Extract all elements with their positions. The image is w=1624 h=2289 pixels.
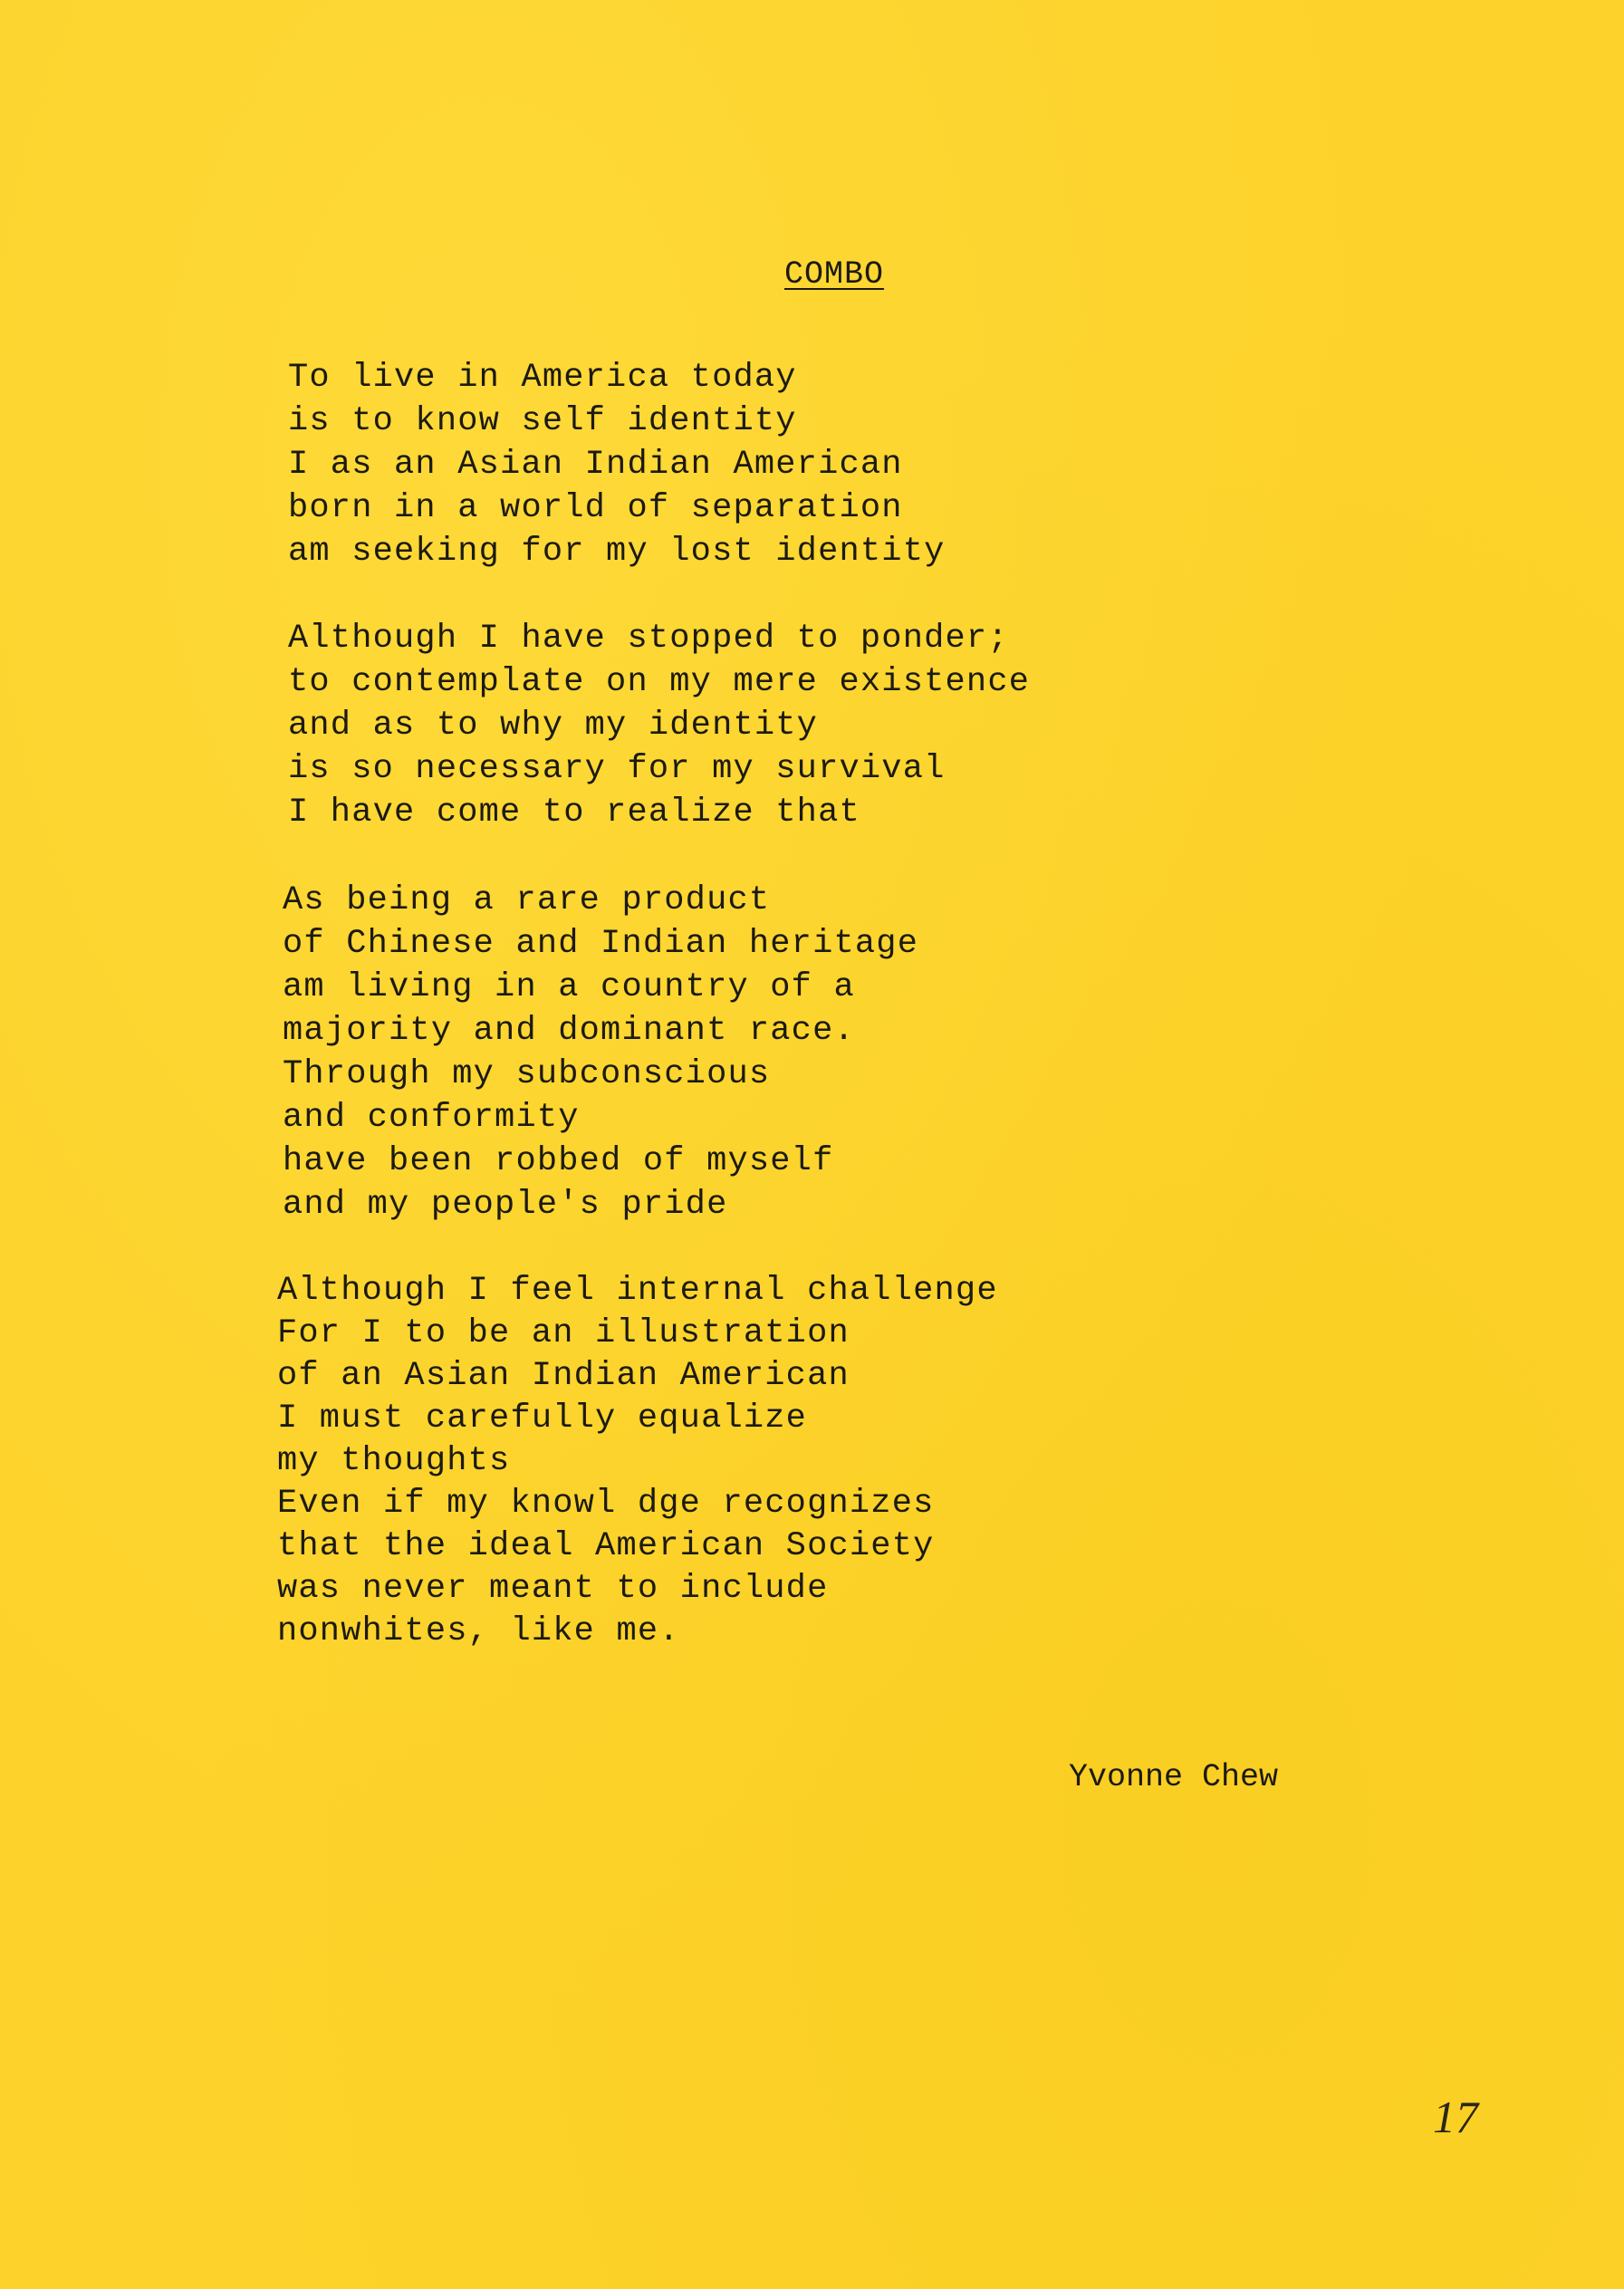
poem-line: born in a world of separation [288, 489, 903, 527]
poem-line: majority and dominant race. [283, 1012, 855, 1050]
poem-line: and as to why my identity [288, 707, 819, 745]
poem-line: I as an Asian Indian American [288, 446, 903, 484]
poem-line: nonwhites, like me. [277, 1612, 680, 1650]
poem-line: and my people's pride [283, 1186, 728, 1224]
poem-line: have been robbed of myself [283, 1142, 834, 1180]
poem-line: Although I feel internal challenge [277, 1272, 998, 1310]
stanza-2 [288, 617, 1030, 834]
poem-line: Through my subconscious [283, 1055, 771, 1093]
poem-line: my thoughts [277, 1442, 511, 1480]
stanza-3 [283, 879, 918, 1226]
poem-line: I have come to realize that [288, 793, 860, 832]
page-number: 17 [1433, 2092, 1478, 2142]
stanza-1 [288, 356, 946, 573]
poem-line: is so necessary for my survival [288, 750, 946, 788]
poem-author: Yvonne Chew [1069, 1759, 1279, 1795]
poem-line: to contemplate on my mere existence [288, 663, 1031, 701]
poem-line: To live in America today [288, 359, 797, 397]
poem-line: is to know self identity [288, 402, 797, 440]
poem-line: of an Asian Indian American [277, 1357, 850, 1395]
poem-line: Even if my knowl dge recognizes [277, 1485, 935, 1523]
poem-line: that the ideal American Society [277, 1527, 935, 1565]
poem-line: of Chinese and Indian heritage [283, 925, 919, 963]
poem-line: Although I have stopped to ponder; [288, 620, 1009, 658]
stanza-4 [277, 1270, 998, 1653]
poem-line: was never meant to include [277, 1570, 829, 1608]
poem-line: am seeking for my lost identity [288, 533, 946, 571]
poem-line: I must carefully equalize [277, 1399, 808, 1438]
poem-line: am living in a country of a [283, 968, 855, 1006]
poem-line: and conformity [283, 1099, 580, 1137]
poem-line: For I to be an illustration [277, 1314, 850, 1352]
poem-line: As being a rare product [283, 881, 771, 919]
poem-title: COMBO [784, 256, 885, 293]
